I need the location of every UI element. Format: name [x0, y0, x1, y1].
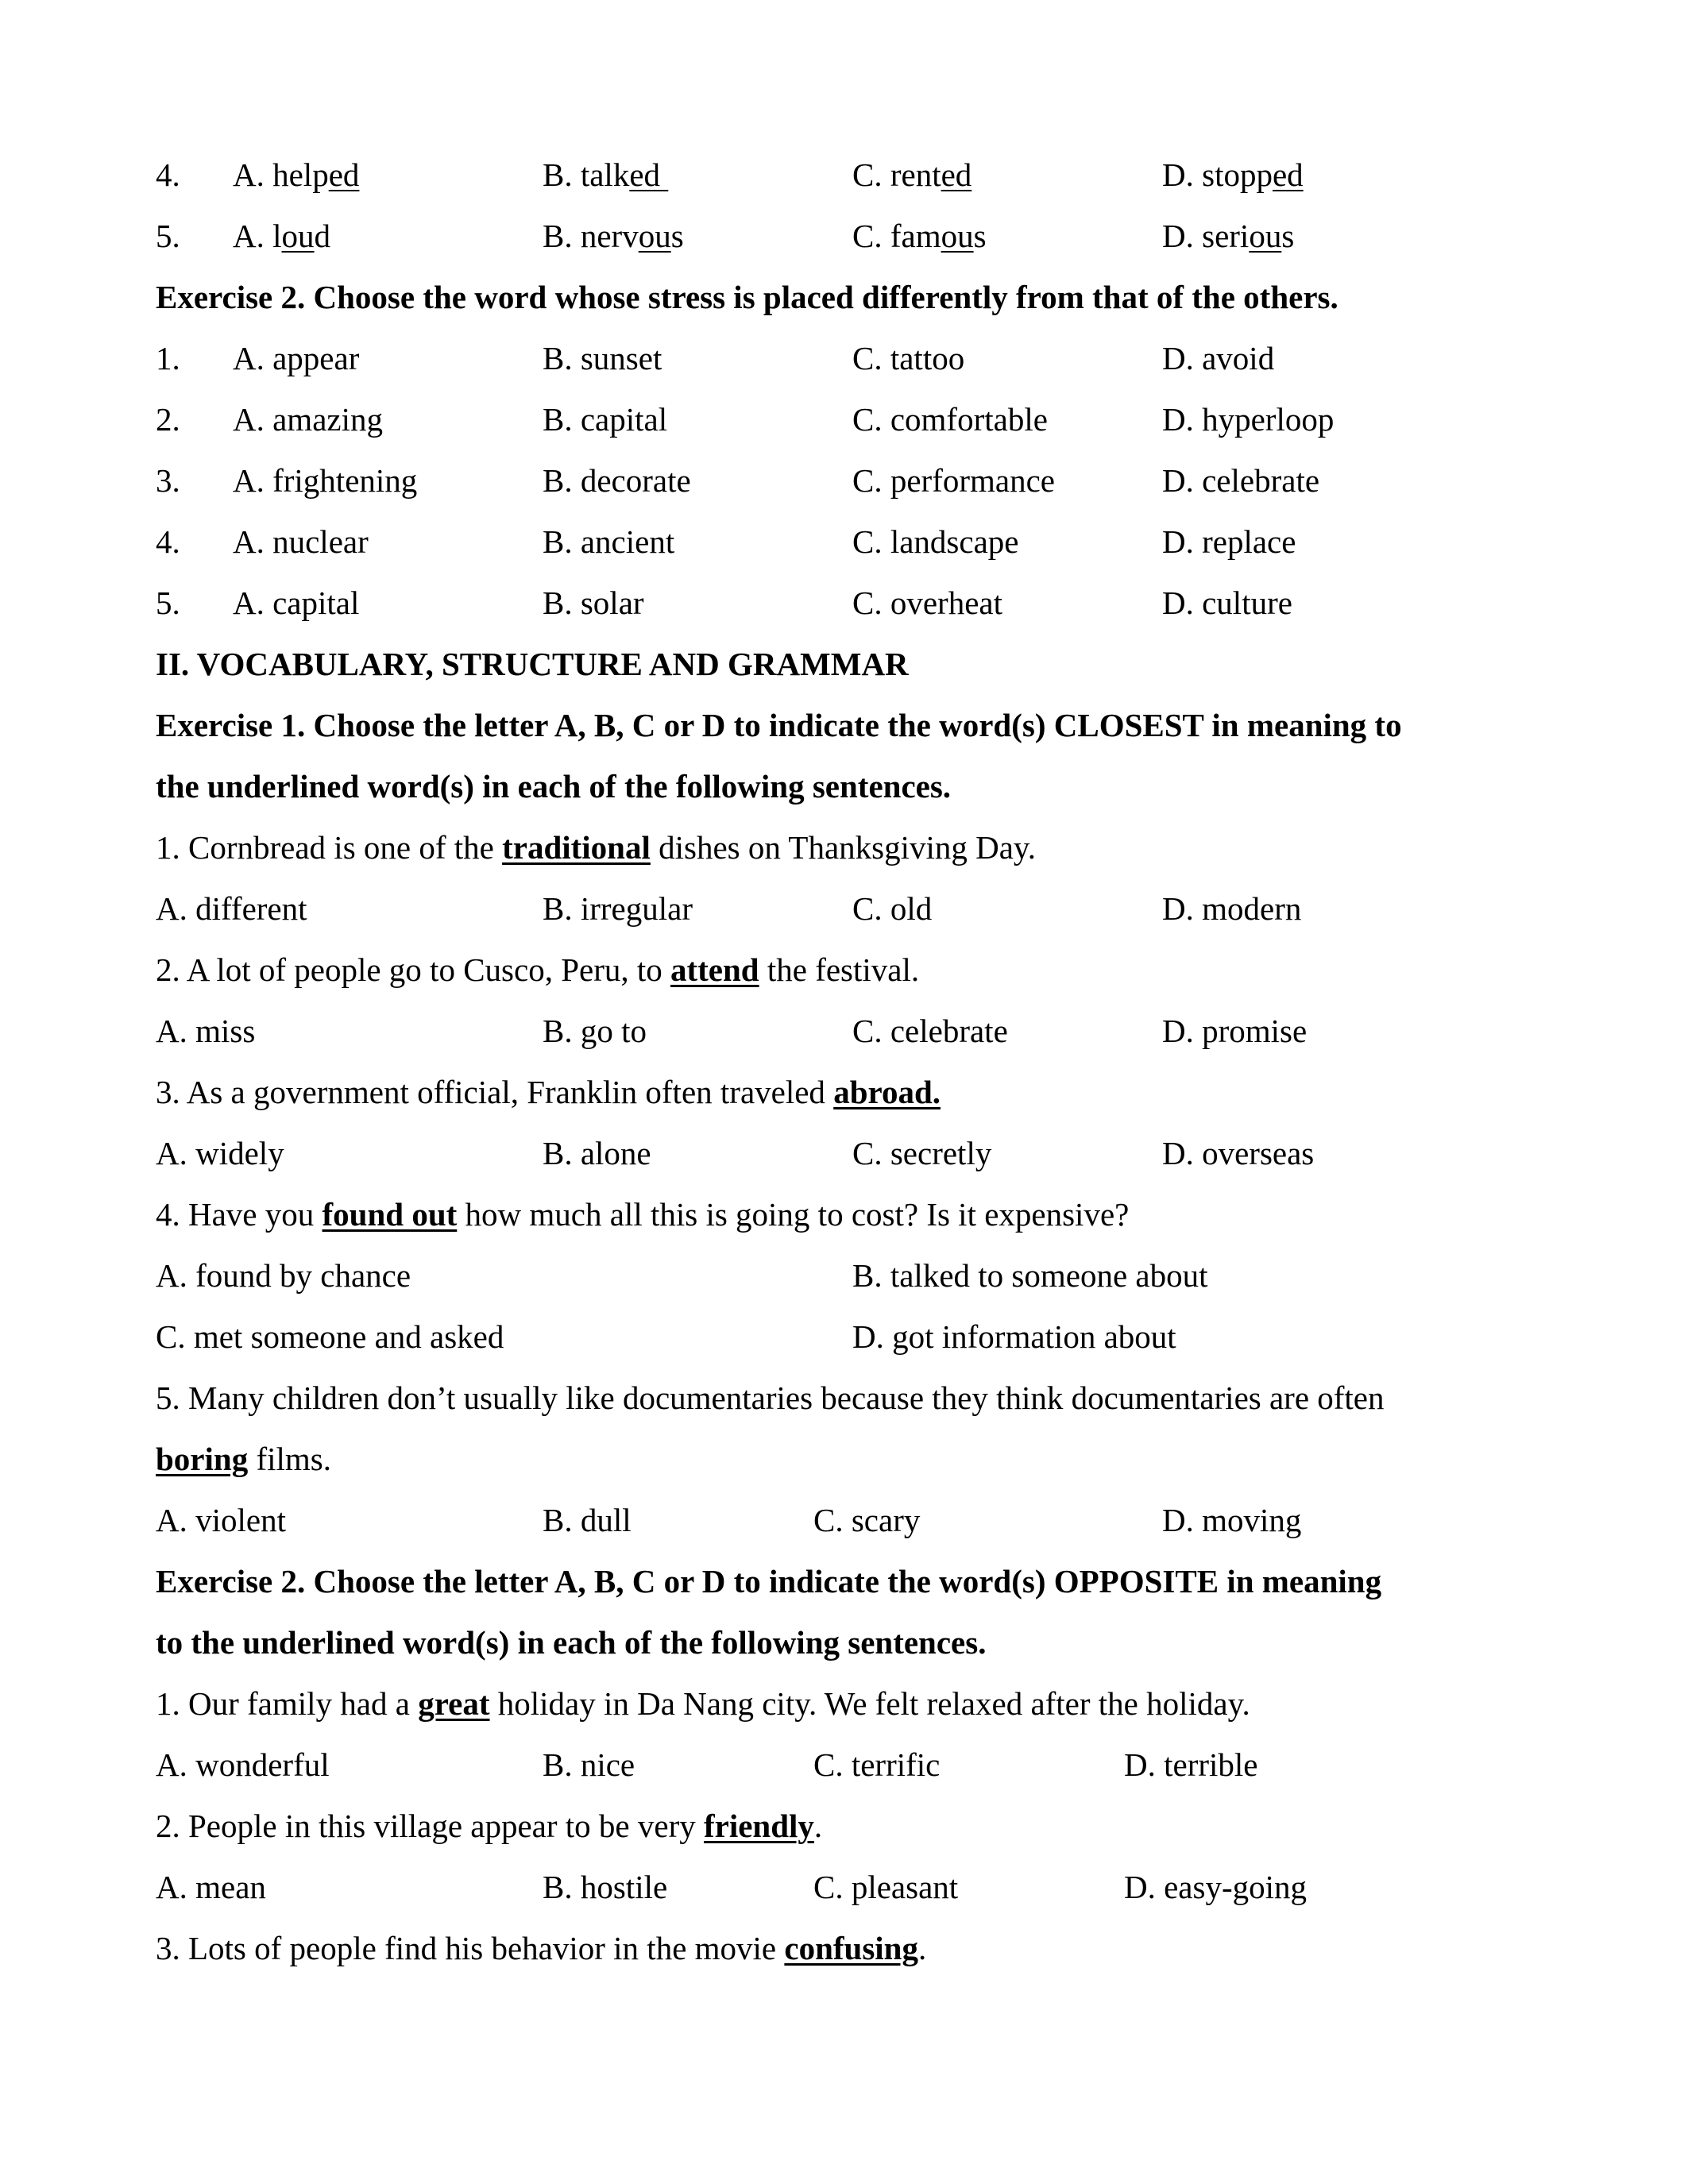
option-b: B. decorate	[543, 462, 691, 499]
option-a: A. capital	[233, 585, 360, 621]
option-b: B. nervous	[543, 218, 684, 254]
option-c: C. old	[852, 890, 933, 927]
item-number: 4.	[156, 156, 180, 193]
underlined-word: traditional	[502, 829, 651, 866]
option-a: A. wonderful	[156, 1746, 330, 1783]
option-b: B. capital	[543, 401, 668, 438]
option-d: D. modern	[1162, 890, 1302, 927]
ex1-question-5-line2: boring films.	[156, 1441, 331, 1477]
stress-row-4	[156, 523, 1586, 561]
option-d: D. avoid	[1162, 340, 1275, 376]
item-number: 2.	[156, 401, 180, 438]
stress-row-1	[156, 339, 1586, 377]
option-d: D. replace	[1162, 523, 1296, 560]
option-c: C. scary	[813, 1502, 921, 1538]
option-b: B. dull	[543, 1502, 632, 1538]
stress-row-5	[156, 584, 1586, 622]
option-c: C. met someone and asked	[156, 1318, 504, 1355]
option-d: D. got information about	[852, 1318, 1176, 1355]
option-a: A. mean	[156, 1869, 266, 1905]
ex1-heading-line2: the underlined word(s) in each of the following sentences.	[156, 768, 952, 805]
ex2-question-1: 1. Our family had a great holiday in Da Nang city. We felt relaxed after the holiday.	[156, 1685, 1250, 1722]
item-number: 5.	[156, 585, 180, 621]
option-c: C. overheat	[852, 585, 1002, 621]
underlined-word: great	[418, 1685, 490, 1722]
ex1-heading-line1: Exercise 1. Choose the letter A, B, C or D to indicate the word(s) CLOSEST in meaning to	[156, 707, 1402, 743]
option-c: C. famous	[852, 218, 987, 254]
option-d: D. serious	[1162, 218, 1295, 254]
option-a: A. different	[156, 890, 307, 927]
option-b: B. talked	[543, 156, 669, 193]
item-number: 5.	[156, 218, 180, 254]
option-a: A. helped	[233, 156, 360, 193]
underlined-word: found out	[322, 1196, 458, 1233]
option-d: D. celebrate	[1162, 462, 1320, 499]
option-c: C. celebrate	[852, 1013, 1008, 1049]
ex1-question-4: 4. Have you found out how much all this is going to cost? Is it expensive?	[156, 1196, 1130, 1233]
underlined-word: attend	[670, 951, 759, 988]
underlined-word: boring	[156, 1441, 249, 1477]
option-b: B. go to	[543, 1013, 647, 1049]
option-c: C. pleasant	[813, 1869, 959, 1905]
section-title: II. VOCABULARY, STRUCTURE AND GRAMMAR	[156, 646, 909, 682]
ex1-question-1: 1. Cornbread is one of the traditional dishes on Thanksgiving Day.	[156, 829, 1037, 866]
underlined-word: abroad.	[833, 1074, 941, 1110]
underlined-word: confusing	[784, 1930, 918, 1966]
option-a: A. widely	[156, 1135, 284, 1171]
option-d: D. promise	[1162, 1013, 1308, 1049]
stress-exercise-heading: Exercise 2. Choose the word whose stress is placed differently from that of the others.	[156, 279, 1338, 315]
option-a: A. found by chance	[156, 1257, 411, 1294]
option-c: C. performance	[852, 462, 1055, 499]
option-b: B. alone	[543, 1135, 651, 1171]
option-d: D. terrible	[1124, 1746, 1258, 1783]
option-d: D. overseas	[1162, 1135, 1315, 1171]
option-b: B. sunset	[543, 340, 662, 376]
option-a: A. violent	[156, 1502, 286, 1538]
option-c: C. secretly	[852, 1135, 992, 1171]
stress-row-3	[156, 461, 1586, 500]
ex1-question-2: 2. A lot of people go to Cusco, Peru, to attend the festival.	[156, 951, 920, 988]
option-d: D. moving	[1162, 1502, 1302, 1538]
option-c: C. landscape	[852, 523, 1019, 560]
ex2-question-3: 3. Lots of people find his behavior in the movie confusing.	[156, 1930, 927, 1966]
stress-row-2	[156, 400, 1586, 438]
ex2-question-2: 2. People in this village appear to be very friendly.	[156, 1808, 823, 1844]
option-b: B. hostile	[543, 1869, 668, 1905]
option-b: B. talked to someone about	[852, 1257, 1208, 1294]
option-a: A. frightening	[233, 462, 418, 499]
option-a: A. loud	[233, 218, 330, 254]
option-b: B. irregular	[543, 890, 693, 927]
ex2-heading-line1: Exercise 2. Choose the letter A, B, C or D to indicate the word(s) OPPOSITE in meaning	[156, 1563, 1382, 1599]
item-number: 4.	[156, 523, 180, 560]
option-b: B. nice	[543, 1746, 635, 1783]
option-a: A. miss	[156, 1013, 256, 1049]
pron-row-4	[156, 156, 1586, 194]
option-b: B. solar	[543, 585, 644, 621]
ex2-heading-line2: to the underlined word(s) in each of the following sentences.	[156, 1624, 987, 1661]
item-number: 1.	[156, 340, 180, 376]
option-c: C. comfortable	[852, 401, 1048, 438]
option-a: A. amazing	[233, 401, 383, 438]
option-a: A. nuclear	[233, 523, 369, 560]
option-b: B. ancient	[543, 523, 675, 560]
underlined-word: friendly	[703, 1808, 814, 1844]
option-d: D. stopped	[1162, 156, 1304, 193]
ex1-question-5-line1: 5. Many children don’t usually like documentaries because they think documentaries are often	[156, 1379, 1385, 1416]
option-c: C. terrific	[813, 1746, 941, 1783]
pron-row-5	[156, 217, 1586, 255]
option-d: D. hyperloop	[1162, 401, 1335, 438]
option-c: C. rented	[852, 156, 972, 193]
item-number: 3.	[156, 462, 180, 499]
option-a: A. appear	[233, 340, 360, 376]
option-d: D. culture	[1162, 585, 1292, 621]
option-c: C. tattoo	[852, 340, 965, 376]
option-d: D. easy-going	[1124, 1869, 1308, 1905]
ex1-question-3: 3. As a government official, Franklin often traveled abroad.	[156, 1074, 941, 1110]
